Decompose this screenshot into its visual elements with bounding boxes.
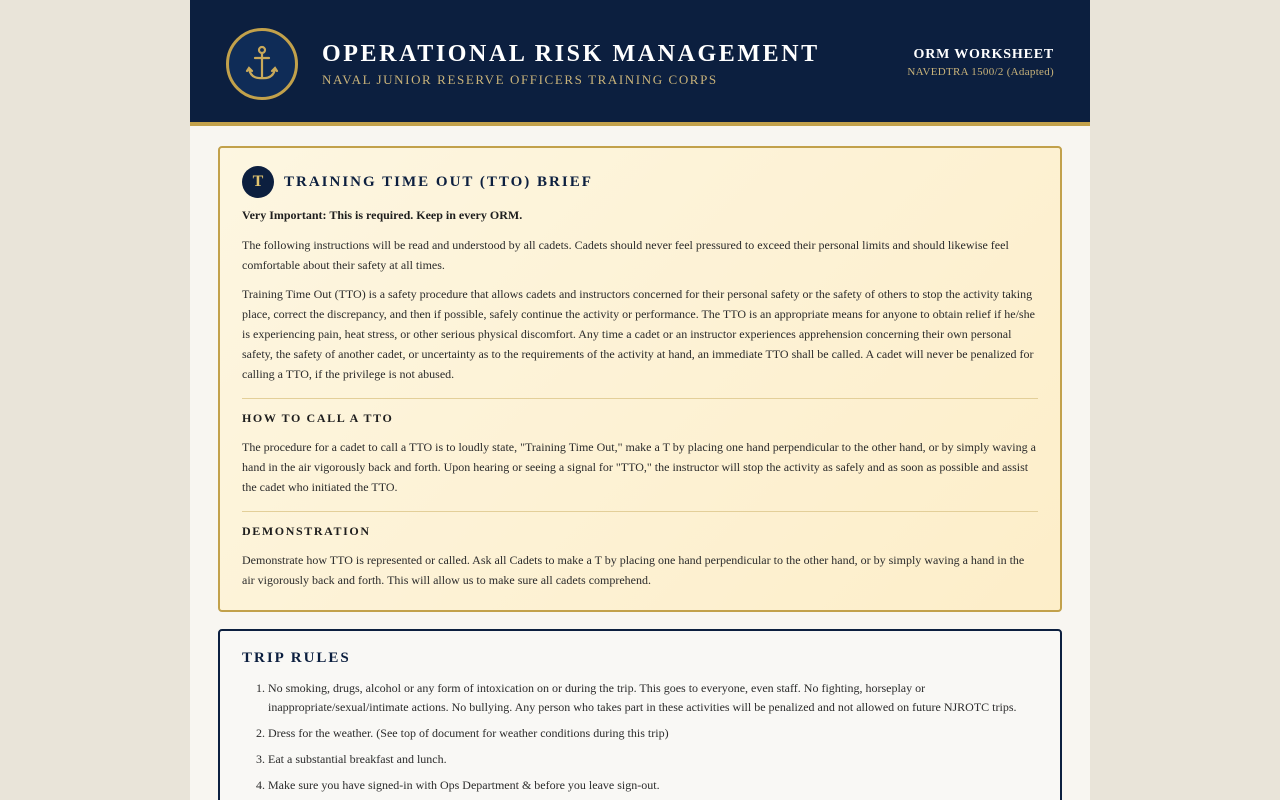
demonstration-text: Demonstrate how TTO is represented or called. Ask all Cadets to make a T by placing one hand perpendicular to the other hand, or by simply waving a hand in the air vigorously back and forth. This will allow us to make sure all cadets comprehend. (242, 553, 1025, 587)
tto-badge-icon: T (242, 166, 274, 198)
section-divider (242, 511, 1038, 512)
form-code: NAVEDTRA 1500/2 (Adapted) (907, 66, 1054, 78)
tto-important-note: Very Important: This is required. Keep in every ORM. (242, 208, 523, 222)
trip-rules-card (218, 629, 1062, 800)
rule-item: 4. Make sure you have signed-in with Ops Department & before you leave sign-out. (268, 776, 1038, 795)
how-to-call-text: The procedure for a cadet to call a TTO is to loudly state, "Training Time Out," make a T by placing one hand perpendicular to the other hand, or by simply waving a hand in the air vigorously back and forth. Upon hearing or seeing a signal for "TTO," the instructor will stop the activity as safely and as soon as possible and assist the cadet who initiated the TTO. (242, 440, 1036, 494)
document-page (190, 0, 1090, 800)
page-subtitle: NAVAL JUNIOR RESERVE OFFICERS TRAINING CORPS (322, 72, 718, 87)
form-meta (907, 46, 1054, 78)
page-title: OPERATIONAL RISK MANAGEMENT (322, 41, 820, 67)
tto-title: TRAINING TIME OUT (TTO) BRIEF (284, 173, 593, 190)
how-to-call-heading: HOW TO CALL A TTO (242, 411, 394, 425)
navy-seal (226, 28, 298, 100)
section-divider (242, 398, 1038, 399)
tto-heading-row (242, 166, 1038, 198)
rule-item: 3. Eat a substantial breakfast and lunch. (268, 750, 1038, 769)
rule-item: 1. No smoking, drugs, alcohol or any form of intoxication on or during the trip. This goes to everyone, even staff. No fighting, horseplay or inappropriate/sexual/intimate actions. No bullying. Any person who takes part in these activities will be penalized and not allowed on future NJROTC trips. (268, 679, 1038, 717)
header-title-block (322, 40, 820, 88)
tto-definition-paragraph: Training Time Out (TTO) is a safety procedure that allows cadets and instructors concerned for their personal safety or the safety of others to stop the activity taking place, correct the discrepancy, and then if possible, safely continue the activity or performance. The TTO is an appropriate means for anyone to obtain relief if he/she is experiencing pain, heat stress, or other serious physical discomfort. Any time a cadet or an instructor experiences apprehension concerning their own personal safety, the safety of another cadet, or uncertainty as to the requirements of the activity at hand, an immediate TTO shall be called. A cadet will never be penalized for calling a TTO, if the privilege is not abused. (242, 287, 1035, 381)
tto-brief-card (218, 146, 1062, 612)
anchor-icon (245, 45, 279, 83)
form-name: ORM WORKSHEET (913, 47, 1054, 62)
tto-intro-paragraph: The following instructions will be read and understood by all cadets. Cadets should never feel pressured to exceed their personal limits and should likewise feel comfortable about their safety at all times. (242, 238, 1009, 272)
trip-rules-list (242, 679, 1038, 795)
page-header (190, 0, 1090, 126)
trip-rules-title: TRIP RULES (242, 650, 351, 666)
rule-item: 2. Dress for the weather. (See top of document for weather conditions during this trip) (268, 724, 1038, 743)
demonstration-heading: DEMONSTRATION (242, 524, 371, 538)
